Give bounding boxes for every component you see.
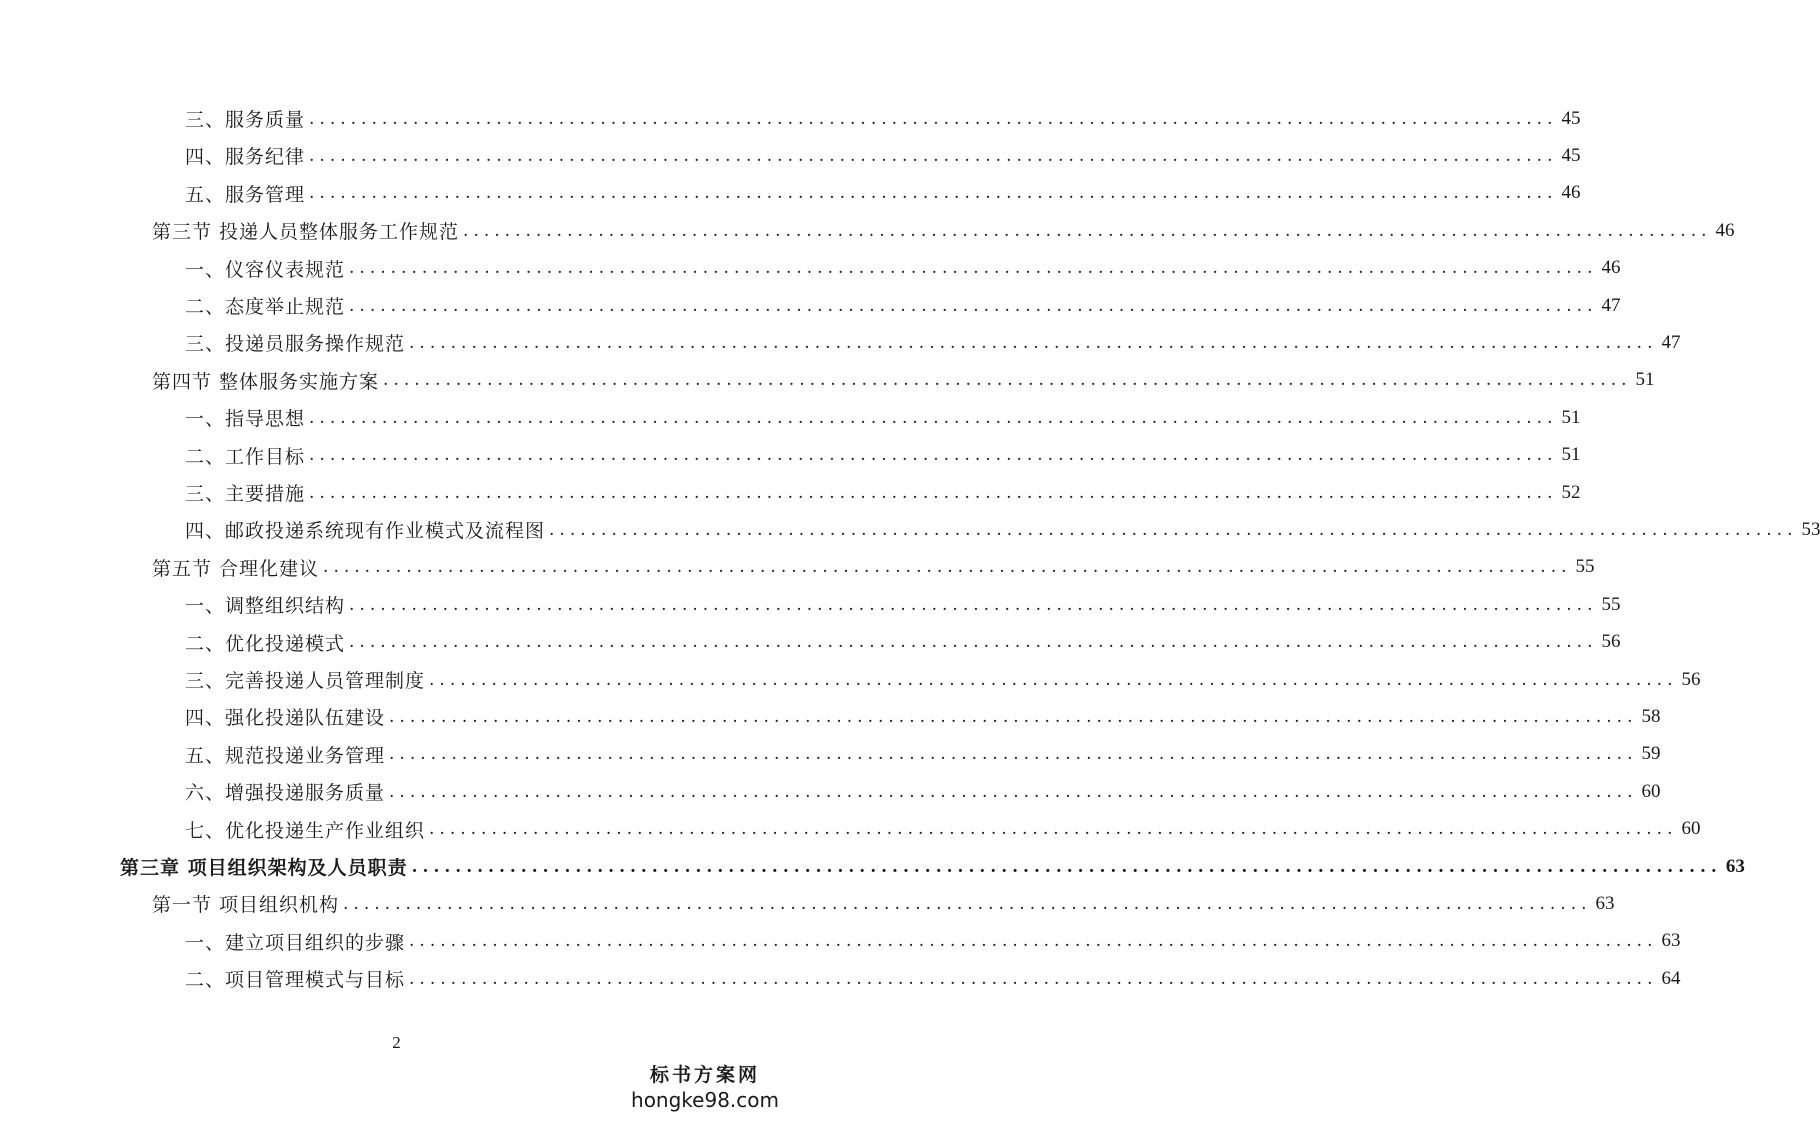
- toc-entry-item: [185, 399, 1581, 436]
- toc-entry-item: [185, 736, 1661, 773]
- toc-entry-item: [185, 624, 1621, 661]
- toc-entry-page: 46: [1601, 257, 1621, 279]
- toc-entry-page: 55: [1601, 593, 1621, 615]
- toc-entry-page: 46: [1561, 182, 1581, 204]
- toc-entry-item: [185, 287, 1621, 324]
- toc-leader-dots: ........................................................................................................................: [429, 669, 1678, 690]
- toc-entry-page: 58: [1641, 705, 1661, 727]
- toc-leader-dots: ........................................................................................................................: [409, 332, 1658, 353]
- toc-entry-item: [185, 773, 1661, 810]
- toc-leader-dots: ........................................................................................................................: [389, 781, 1638, 802]
- toc-entry-title: 七、优化投递生产作业组织: [185, 819, 426, 842]
- toc-leader-dots: ........................................................................................................................: [409, 931, 1658, 952]
- toc-entry-page: 55: [1575, 556, 1595, 578]
- toc-entry-title: 一、指导思想: [185, 408, 306, 431]
- toc-leader-dots: ........................................................................................................................: [389, 706, 1638, 727]
- toc-entry-page: 47: [1661, 331, 1681, 353]
- toc-entry-page: 64: [1661, 967, 1681, 989]
- toc-leader-dots: ........................................................................................................................: [549, 519, 1798, 540]
- toc-entry-title: 二、态度举止规范: [185, 296, 346, 318]
- toc-entry-title: 三、完善投递人员管理制度: [185, 670, 426, 692]
- toc-entry-title: 第三节 投递人员整体服务工作规范: [152, 221, 460, 244]
- toc-entry-title: 三、投递员服务操作规范: [185, 333, 406, 356]
- toc-entry-section: [152, 549, 1595, 586]
- toc-entry-page: 46: [1715, 219, 1735, 241]
- toc-entry-item: [185, 100, 1581, 137]
- toc-entry-page: 53: [1801, 518, 1820, 540]
- toc-entry-page: 45: [1561, 107, 1581, 129]
- toc-entry-item: [185, 923, 1681, 960]
- toc-entry-section: [152, 362, 1655, 399]
- toc-leader-dots: ........................................................................................................................: [309, 183, 1558, 204]
- toc-entry-page: 51: [1561, 406, 1581, 428]
- toc-entry-title: 二、项目管理模式与目标: [185, 969, 406, 992]
- toc-entry-item: [185, 324, 1681, 361]
- toc-entry-title: 第一节 项目组织机构: [152, 894, 340, 917]
- toc-entry-chapter: [120, 848, 1745, 885]
- toc-entry-title: 一、调整组织结构: [185, 595, 346, 618]
- toc-entry-title: 五、服务管理: [185, 183, 306, 206]
- toc-leader-dots: ........................................................................................................................: [429, 819, 1678, 840]
- toc-leader-dots: ........................................................................................................................: [349, 594, 1598, 615]
- toc-entry-title: 三、主要措施: [185, 483, 306, 505]
- toc-entry-page: 52: [1561, 481, 1581, 503]
- toc-leader-dots: ........................................................................................................................: [409, 968, 1658, 989]
- toc-entry-title: 四、邮政投递系统现有作业模式及流程图: [185, 520, 546, 543]
- toc-entry-page: 63: [1661, 930, 1681, 952]
- toc-leader-dots: ........................................................................................................................: [309, 108, 1558, 129]
- toc-entry-page: 63: [1595, 892, 1615, 914]
- watermark: [631, 1060, 779, 1112]
- toc-entry-page: 63: [1725, 855, 1745, 877]
- toc-entry-title: 一、建立项目组织的步骤: [185, 931, 406, 954]
- toc-leader-dots: ........................................................................................................................: [309, 145, 1558, 166]
- toc-leader-dots: ........................................................................................................................: [389, 744, 1638, 765]
- toc-entry-item: [185, 250, 1621, 287]
- toc-entry-section: [152, 212, 1735, 249]
- toc-entry-title: 五、规范投递业务管理: [185, 744, 386, 767]
- toc-entry-page: 51: [1635, 369, 1655, 391]
- toc-entry-item: [185, 698, 1661, 735]
- toc-entry-title: 第三章 项目组织架构及人员职责: [120, 857, 408, 879]
- toc-leader-dots: ........................................................................................................................: [463, 220, 1712, 241]
- toc-entry-item: [185, 175, 1581, 212]
- toc-entry-page: 51: [1561, 444, 1581, 466]
- toc-entry-title: 二、工作目标: [185, 445, 306, 468]
- toc-entry-item: [185, 137, 1581, 174]
- toc-leader-dots: ........................................................................................................................: [309, 482, 1558, 503]
- toc-entry-item: [185, 586, 1621, 623]
- toc-entry-page: 56: [1601, 631, 1621, 653]
- toc-entry-title: 一、仪容仪表规范: [185, 258, 346, 281]
- toc-leader-dots: ........................................................................................................................: [349, 258, 1598, 279]
- toc-entry-page: 47: [1601, 294, 1621, 316]
- toc-leader-dots: ........................................................................................................................: [349, 295, 1598, 316]
- toc-entry-item: [185, 661, 1701, 698]
- page-number: 2: [392, 1033, 401, 1052]
- toc-entry-item: [185, 474, 1581, 511]
- toc-entry-page: 60: [1681, 818, 1701, 840]
- toc-entry-title: 第五节 合理化建议: [152, 557, 320, 580]
- toc-entry-section: [152, 885, 1615, 922]
- toc-leader-dots: ........................................................................................................................: [323, 557, 1572, 578]
- toc-leader-dots: ........................................................................................................................: [411, 856, 1722, 877]
- watermark-url: hongke98.com: [631, 1088, 779, 1112]
- toc-entry-item: [185, 811, 1701, 848]
- toc-leader-dots: ........................................................................................................................: [343, 893, 1592, 914]
- toc-entry-title: 六、增强投递服务质量: [185, 782, 386, 805]
- toc-entry-title: 第四节 整体服务实施方案: [152, 370, 380, 393]
- toc-entry-title: 四、强化投递队伍建设: [185, 707, 386, 730]
- toc-entry-page: 56: [1681, 668, 1701, 690]
- toc-entry-page: 59: [1641, 743, 1661, 765]
- toc-entry-page: 45: [1561, 144, 1581, 166]
- toc-entry-title: 二、优化投递模式: [185, 632, 346, 655]
- toc-entry-item: [185, 960, 1681, 997]
- toc-entry-page: 60: [1641, 780, 1661, 802]
- watermark-name: 标书方案网: [650, 1064, 761, 1086]
- toc-leader-dots: ........................................................................................................................: [349, 632, 1598, 653]
- toc-entry-title: 三、服务质量: [185, 109, 306, 131]
- toc-leader-dots: ........................................................................................................................: [309, 445, 1558, 466]
- toc-leader-dots: ........................................................................................................................: [383, 370, 1632, 391]
- toc-entry-item: [185, 511, 1820, 548]
- toc-entry-title: 四、服务纪律: [185, 146, 306, 169]
- toc-entry-item: [185, 437, 1581, 474]
- toc-leader-dots: ........................................................................................................................: [309, 407, 1558, 428]
